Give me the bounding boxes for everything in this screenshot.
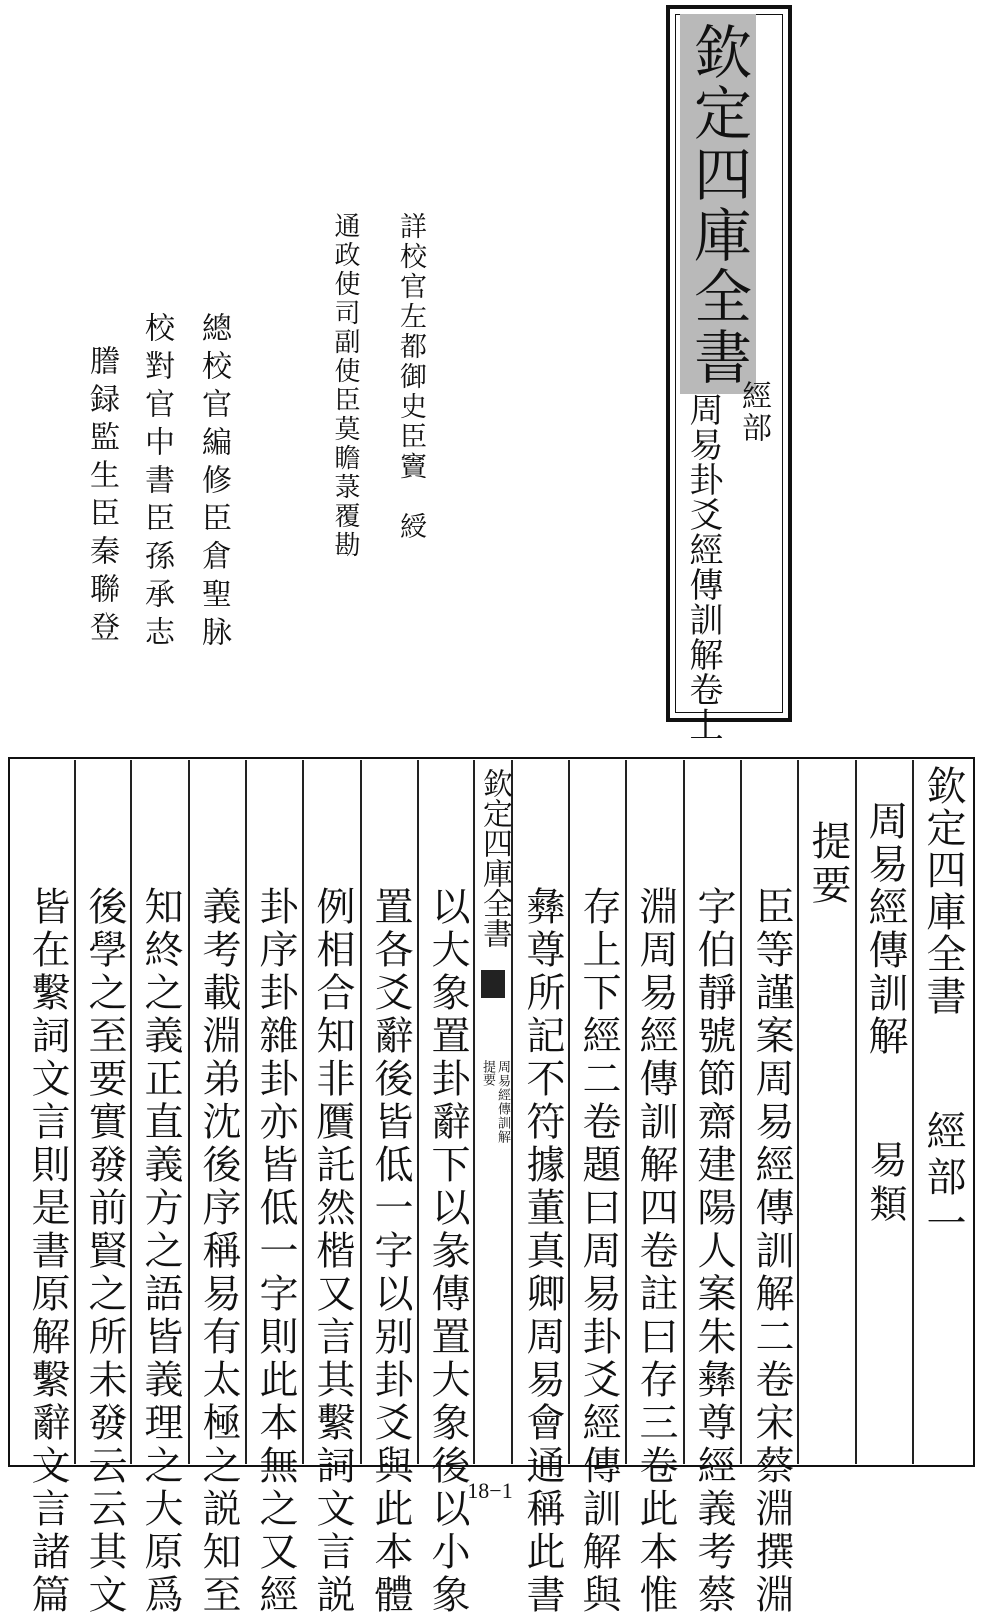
text-line: 置各爻辭後皆低一字以别卦爻與此本體 [368,886,413,1617]
credit-line: 通政使司副使臣莫瞻菉覆勘 [330,212,360,560]
column-rule [855,760,857,1464]
text-line: 卦序卦雜卦亦皆低一字則此本無之又經 [253,886,298,1617]
page-number: 18−1 [467,1478,513,1503]
credit-line: 總校官編修臣倉聖脉 [196,312,231,654]
text-line: 以大象置卦辭下以彖傳置大象後以小象 [425,886,470,1617]
column-rule [912,760,914,1464]
classification-label: 易類 [863,1140,907,1228]
category-label: 經部 [736,380,771,444]
text-line: 知終之義正直義方之語皆義理之大原爲 [138,886,183,1617]
text-line: 例相合知非贋託然楷又言其繫詞文言説 [310,886,355,1617]
credit-line: 校對官中書臣孫承志 [139,312,174,654]
text-line: 臣等謹案周易經傳訓解二卷宋蔡淵撰淵 [749,886,794,1617]
part-label: 經部一 [920,1110,966,1248]
column-rule [245,760,247,1464]
page-collection-title: 欽定四庫全書 [920,765,966,1017]
section-heading: 提要 [805,820,851,908]
column-rule [683,760,685,1464]
column-rule [188,760,190,1464]
book-name: 周易經傳訓解 [862,800,908,1058]
book-title: 周易卦爻經傳訓解卷上 [683,392,723,742]
column-rule [74,760,76,1464]
column-rule [740,760,742,1464]
text-line: 義考載淵弟沈後序稱易有太極之説知至 [196,886,241,1617]
text-line: 皆在繫詞文言則是書原解繫辭文言諸篇 [25,886,70,1617]
text-line: 彝尊所記不符據董真卿周易會通稱此書 [520,886,565,1617]
fold-subtitle: 周易經傳訓解 [495,1060,510,1144]
text-line: 淵周易經傳訓解四卷註曰存三卷此本惟 [633,886,678,1617]
text-line: 字伯靜號節齋建陽人案朱彝尊經義考蔡 [691,886,736,1617]
collection-title: 欽定四庫全書 [684,22,752,388]
column-rule [625,760,627,1464]
column-rule [302,760,304,1464]
fold-title: 欽定四庫全書 [477,768,512,948]
column-rule [417,760,419,1464]
column-rule [360,760,362,1464]
fold-section: 提要 [480,1060,495,1086]
text-line: 後學之至要實發前賢之所未發云云其文 [82,886,127,1617]
text-line: 存上下經二卷題曰周易卦爻經傳訓解與 [576,886,621,1617]
fold-fishtail-mark [481,970,505,998]
credit-line: 謄録監生臣秦聯登 [84,345,119,649]
credit-line: 詳校官左都御史臣竇 綬 [395,212,426,542]
